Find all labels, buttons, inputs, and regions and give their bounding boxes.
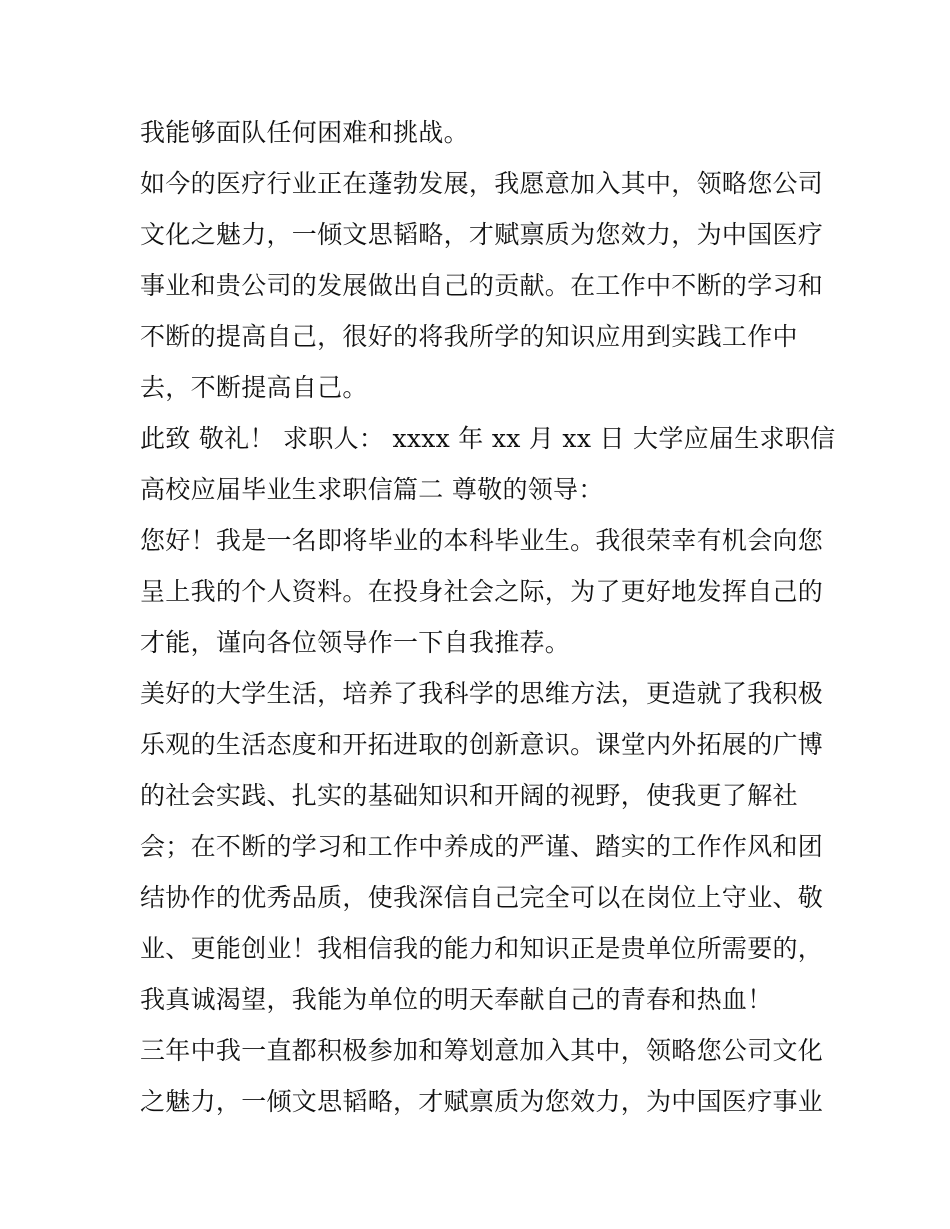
text-line: 才能，谨向各位领导作一下自我推荐。 xyxy=(140,628,571,657)
text-line: 会；在不断的学习和工作中养成的严谨、踏实的工作作风和团 xyxy=(140,832,824,861)
text-line: 去，不断提高自己。 xyxy=(140,373,368,402)
text-line: 呈上我的个人资料。在投身社会之际，为了更好地发挥自己的 xyxy=(140,577,824,606)
text-line: 业、更能创业！我相信我的能力和知识正是贵单位所需要的， xyxy=(140,934,824,963)
text-line: 三年中我一直都积极参加和筹划意加入其中，领略您公司文化 xyxy=(140,1036,824,1065)
text-line: 您好！我是一名即将毕业的本科毕业生。我很荣幸有机会向您 xyxy=(140,526,824,555)
text-line: 乐观的生活态度和开拓进取的创新意识。课堂内外拓展的广博 xyxy=(140,730,824,759)
text-line: 我真诚渴望，我能为单位的明天奉献自己的青春和热血！ xyxy=(140,985,773,1014)
text-line: 我能够面队任何困难和挑战。 xyxy=(140,118,469,147)
text-line: 高校应届毕业生求职信篇二 尊敬的领导： xyxy=(140,475,604,504)
text-line: 如今的医疗行业正在蓬勃发展，我愿意加入其中，领略您公司 xyxy=(140,169,824,198)
text-line: 之魅力，一倾文思韬略，才赋禀质为您效力，为中国医疗事业 xyxy=(140,1087,824,1116)
document-body xyxy=(140,107,836,1127)
text-line: 的社会实践、扎实的基础知识和开阔的视野，使我更了解社 xyxy=(140,781,798,810)
text-line: 文化之魅力，一倾文思韬略，才赋禀质为您效力，为中国医疗 xyxy=(140,220,824,249)
text-line: 不断的提高自己，很好的将我所学的知识应用到实践工作中 xyxy=(140,322,798,351)
text-line: 美好的大学生活，培养了我科学的思维方法，更造就了我积极 xyxy=(140,679,824,708)
text-line: 此致 敬礼！ 求职人： xxxx 年 xx 月 xx 日 大学应届生求职信 xyxy=(140,424,836,453)
text-line: 结协作的优秀品质，使我深信自己完全可以在岗位上守业、敬 xyxy=(140,883,824,912)
text-line: 事业和贵公司的发展做出自己的贡献。在工作中不断的学习和 xyxy=(140,271,824,300)
